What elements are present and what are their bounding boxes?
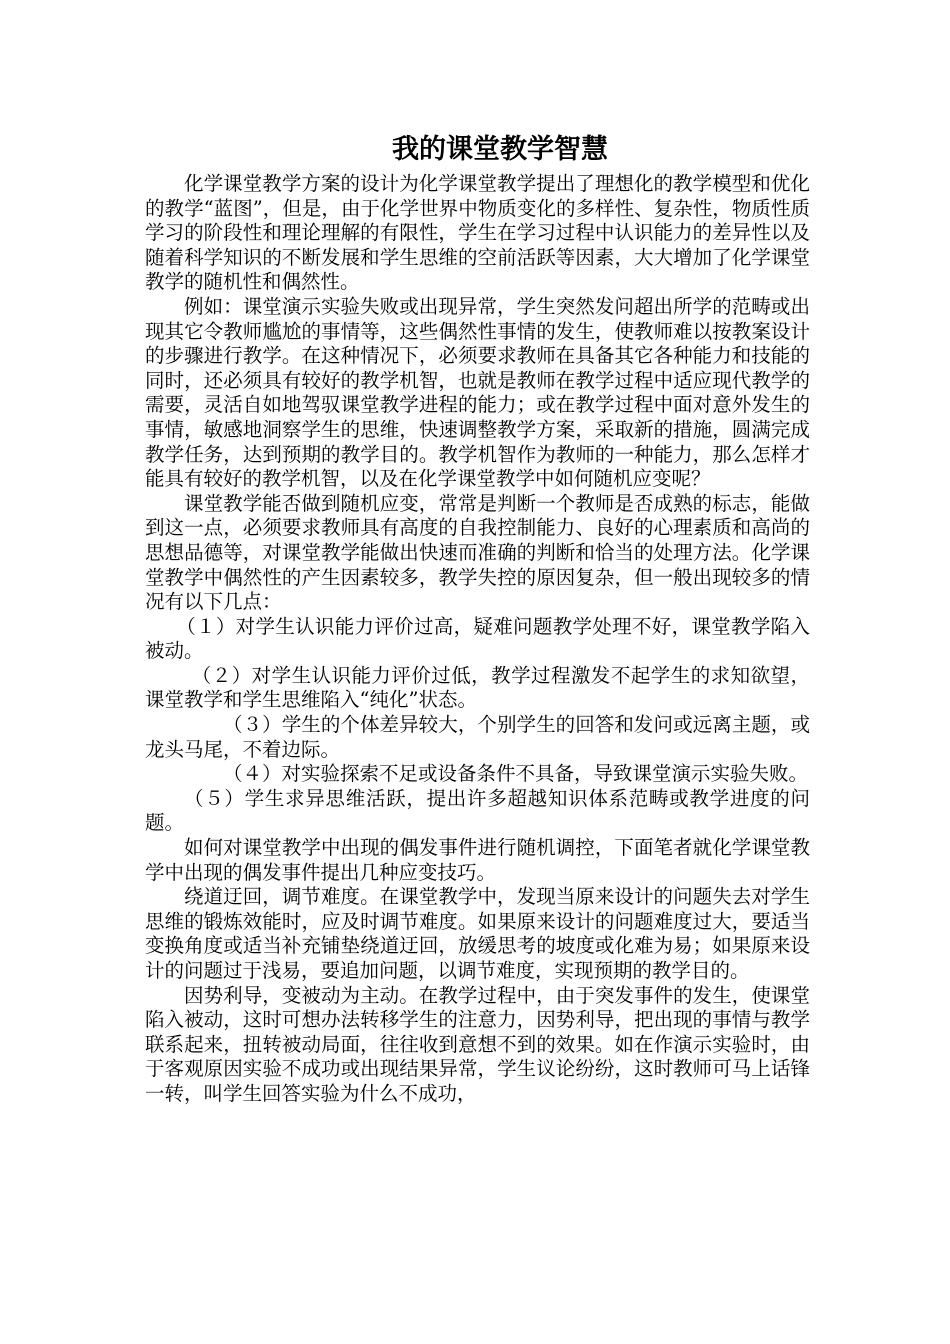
document-body: [145, 172, 810, 1107]
list-item: （４）对实验探索不足或设备条件不具备，导致课堂演示实验失败。: [223, 762, 809, 786]
list-item: （５）学生求异思维活跃，提出许多超越知识体系范畴或教学进度的问题。: [145, 786, 810, 835]
paragraph: 课堂教学能否做到随机应变，常常是判断一个教师是否成熟的标志，能做到这一点，必须要求教师具有高度的自我控制能力、良好的心理素质和高尚的思想品德等，对课堂教学能做出快速而准确的判断和恰当的处理方法。化学课堂教学中偶然性的产生因素较多，教学失控的原因复杂，但一般出现较多的情况有以下几点：: [145, 491, 810, 614]
paragraph: 例如：课堂演示实验失败或出现异常，学生突然发问超出所学的范畴或出现其它令教师尴尬的事情等，这些偶然性事情的发生，使教师难以按教案设计的步骤进行教学。在这种情况下，必须要求教师在具备其它各种能力和技能的同时，还必须具有较好的教学机智，也就是教师在教学过程中适应现代教学的需要，灵活自如地驾驭课堂教学进程的能力；或在教学过程中面对意外发生的事情，敏感地洞察学生的思维，快速调整教学方案，采取新的措施，圆满完成教学任务，达到预期的教学目的。教学机智作为教师的一种能力，那么怎样才能具有较好的教学机智，以及在化学课堂教学中如何随机应变呢？: [145, 294, 810, 491]
list-item: （３）学生的个体差异较大，个别学生的回答和发问或远离主题，或龙头马尾，不着边际。: [145, 713, 810, 761]
list-item: （１）对学生认识能力评价过高，疑难问题教学处理不好，课堂教学陷入被动。: [145, 614, 810, 663]
paragraph: 因势利导，变被动为主动。在教学过程中，由于突发事件的发生，使课堂陷入被动，这时可想办法转移学生的注意力，因势利导，把出现的事情与教学联系起来，扭转被动局面，往往收到意想不到的效果。如在作演示实验时，由于客观原因实验不成功或出现结果异常，学生议论纷纷，这时教师可马上话锋一转，叫学生回答实验为什么不成功，: [145, 983, 810, 1105]
list-item: （２）对学生认识能力评价过低，教学过程激发不起学生的求知欲望，课堂教学和学生思维陷入“纯化”状态。: [145, 663, 810, 712]
paragraph: 化学课堂教学方案的设计为化学课堂教学提出了理想化的教学模型和优化的教学“蓝图”，但是，由于化学世界中物质变化的多样性、复杂性，物质性质学习的阶段性和理论理解的有限性，学生在学习过程中认识能力的差异性以及随着科学知识的不断发展和学生思维的空前活跃等因素，大大增加了化学课堂教学的随机性和偶然性。: [145, 172, 810, 294]
document-title: 我的课堂教学智慧: [392, 134, 608, 165]
paragraph: 绕道迂回，调节难度。在课堂教学中，发现当原来设计的问题失去对学生思维的锻炼效能时，应及时调节难度。如果原来设计的问题难度过大，要适当变换角度或适当补充铺垫绕道迂回，放缓思考的坡度或化难为易；如果原来设计的问题过于浅易，要追加问题，以调节难度，实现预期的教学目的。: [145, 885, 810, 982]
paragraph: 如何对课堂教学中出现的偶发事件进行随机调控，下面笔者就化学课堂教学中出现的偶发事件提出几种应变技巧。: [145, 836, 810, 884]
